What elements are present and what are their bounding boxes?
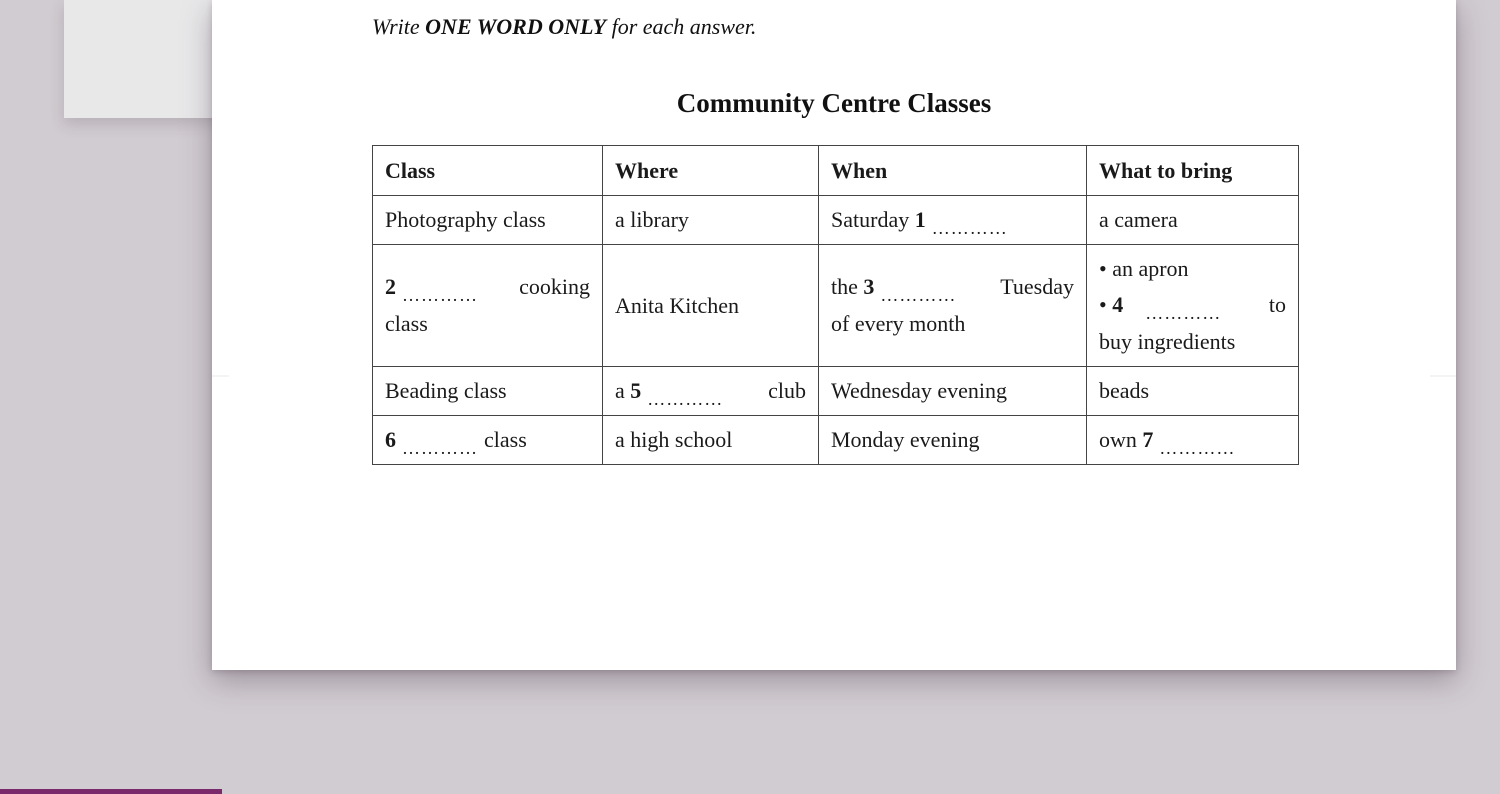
header-when: When [819, 146, 1087, 196]
cell-where: a library [603, 196, 819, 245]
when-prefix: the [831, 274, 858, 299]
when-word: Tuesday [1000, 274, 1074, 299]
when-text: Saturday [831, 206, 910, 232]
bring-item-apron: • an apron [1099, 256, 1189, 281]
question-number-5: 5 [630, 377, 642, 403]
accent-bar [0, 789, 222, 794]
cell-when [819, 245, 1087, 367]
cell-bring [1087, 245, 1299, 367]
background-document-sheet [64, 0, 234, 118]
margin-mark-left [212, 375, 229, 377]
where-line [615, 373, 806, 410]
cell-bring: a camera [1087, 196, 1299, 245]
where-prefix: a [615, 377, 625, 403]
classes-table [372, 145, 1299, 465]
cell-class: Beading class [373, 367, 603, 416]
where-word: club [768, 377, 806, 403]
header-what-to-bring: What to bring [1087, 146, 1299, 196]
cell-where: Anita Kitchen [603, 245, 819, 367]
cell-when: Wednesday evening [819, 367, 1087, 416]
when-line-1 [831, 269, 1074, 306]
question-number-3: 3 [863, 274, 875, 299]
instruction-suffix: for each answer. [606, 14, 757, 39]
table-title [212, 88, 1456, 119]
instruction-text [372, 14, 756, 40]
instruction-prefix: Write [372, 14, 426, 39]
answer-blank-5[interactable]: ………… [647, 388, 724, 409]
bring-item-4 [1099, 287, 1286, 324]
bring-word: to [1268, 292, 1286, 317]
header-class: Class [373, 146, 603, 196]
cell-where: a high school [603, 416, 819, 465]
bring-prefix: own [1099, 426, 1137, 452]
answer-blank-2[interactable]: ………… [402, 285, 478, 305]
question-number-7: 7 [1142, 426, 1154, 452]
cell-class [373, 416, 603, 465]
answer-blank-4[interactable]: ………… [1145, 303, 1222, 323]
cell-class [373, 245, 603, 367]
answer-blank-1[interactable]: ………… [931, 217, 1008, 238]
bring-line-3: buy ingredients [1099, 329, 1236, 354]
class-line-1 [385, 269, 590, 306]
margin-mark-right [1430, 375, 1456, 377]
question-number-2: 2 [385, 274, 396, 299]
table-row [373, 367, 1299, 416]
cell-bring: beads [1087, 367, 1299, 416]
table-row [373, 196, 1299, 245]
question-number-4: 4 [1112, 292, 1124, 317]
class-word: cooking [519, 274, 590, 299]
answer-blank-7[interactable]: ………… [1159, 437, 1236, 458]
cell-when [819, 196, 1087, 245]
table-row [373, 416, 1299, 465]
table-header-row [373, 146, 1299, 196]
cell-when: Monday evening [819, 416, 1087, 465]
answer-blank-6[interactable]: ………… [402, 437, 478, 458]
class-word: class [484, 426, 527, 452]
cell-bring [1087, 416, 1299, 465]
cell-where [603, 367, 819, 416]
when-line-2: of every month [831, 311, 966, 336]
document-page [212, 0, 1456, 670]
cell-class: Photography class [373, 196, 603, 245]
table-title-text: Community Centre Classes [676, 88, 992, 118]
question-number-1: 1 [914, 206, 926, 232]
class-line-2: class [385, 311, 428, 336]
instruction-emphasis: ONE WORD ONLY [425, 14, 607, 39]
table-row [373, 245, 1299, 367]
question-number-6: 6 [385, 426, 396, 452]
answer-blank-3[interactable]: ………… [880, 285, 957, 305]
header-where: Where [603, 146, 819, 196]
bullet: • [1099, 292, 1107, 317]
